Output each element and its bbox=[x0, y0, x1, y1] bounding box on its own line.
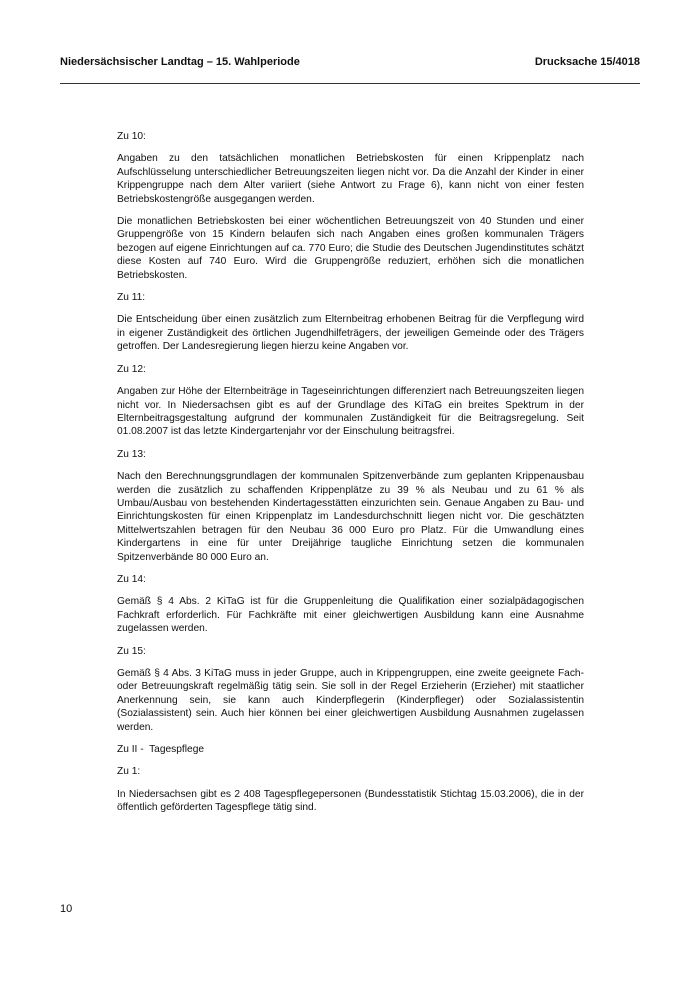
paragraph: In Niedersachsen gibt es 2 408 Tagespflegepersonen (Bundesstatistik Stichtag 15.03.2006), die in der öffentlich geförderten Tagespflege tätig sind. bbox=[117, 788, 584, 814]
page-number: 10 bbox=[60, 903, 73, 915]
paragraph: Gemäß § 4 Abs. 2 KiTaG ist für die Gruppenleitung die Qualifikation einer sozialpädagogischen Fachkraft erforderlich. Für Fachkräfte mit einer gleichwertigen Ausbildung kann eine Ausnahme zugelassen werden. bbox=[117, 596, 584, 635]
header-title: Niedersächsischer Landtag – 15. Wahlperiode bbox=[60, 56, 300, 68]
section-heading: Zu 10: bbox=[117, 131, 146, 142]
document-body bbox=[117, 130, 584, 824]
paragraph: Gemäß § 4 Abs. 3 KiTaG muss in jeder Gruppe, auch in Krippengruppen, eine zweite geeignete Fach- oder Betreuungskraft regelmäßig tätig sein. Sie soll in der Regel Erzieherin (Erzieher) mit staatlicher Anerkennung sein, sie kann auch Kinderpflegerin (Kinderpfleger) oder Sozialassistentin (Sozialassistent) sein. Auch hier können bei einer gleichwertigen Ausbildung Ausnahmen zugelassen werden. bbox=[117, 668, 584, 733]
paragraph: Angaben zur Höhe der Elternbeiträge in Tageseinrichtungen differenziert nach Betreuungszeiten liegen nicht vor. In Niedersachsen gibt es auf der Grundlage des KiTaG ein breites Spektrum in der Elternbeitragsgestaltung aufgrund der kommunalen Zuständigkeit für die Beitragsregelung. Seit 01.08.2007 ist das letzte Kindergartenjahr vor der Einschulung beitragsfrei. bbox=[117, 386, 584, 438]
paragraph: Die monatlichen Betriebskosten bei einer wöchentlichen Betreuungszeit von 40 Stunden und einer Gruppengröße von 15 Kindern belaufen sich nach Angaben eines großen kommunalen Trägers bezogen auf eigene Einrichtungen auf ca. 770 Euro; die Studie des Deutschen Jugendinstitutes schätzt diese Kosten auf 740 Euro. Wird die Gruppengröße reduziert, erhöhen sich die monatlichen Betriebskosten. bbox=[117, 216, 584, 281]
section-heading: Zu II - Tagespflege bbox=[117, 744, 205, 756]
section-heading: Zu 13: bbox=[117, 448, 146, 460]
paragraph: Die Entscheidung über einen zusätzlich zum Elternbeitrag erhobenen Beitrag für die Verpflegung wird in eigener Zuständigkeit des örtlichen Jugendhilfeträgers, der jeweiligen Gemeinde oder des Trägers getroffen. Der Landesregierung liegen hierzu keine Angaben vor. bbox=[117, 314, 584, 353]
page-header bbox=[60, 56, 640, 68]
section-heading: Zu 14: bbox=[117, 573, 146, 585]
section-heading: Zu 12: bbox=[117, 363, 146, 375]
section-heading: Zu 1: bbox=[117, 766, 141, 778]
section-heading: Zu 11: bbox=[117, 292, 146, 304]
document-number: Drucksache 15/4018 bbox=[534, 56, 640, 68]
section-heading: Zu 15: bbox=[117, 645, 146, 657]
paragraph: Angaben zu den tatsächlichen monatlichen Betriebskosten für einen Krippenplatz nach Aufschlüsselung unterschiedlicher Betreuungszeiten liegen nicht vor. Da die Anzahl der Kinder in einer Krippengruppe nach dem Alter variiert (siehe Antwort zu Frage 6), kann nicht von einer festen Betriebskostengröße ausgegangen werden. bbox=[117, 153, 584, 205]
paragraph: Nach den Berechnungsgrundlagen der kommunalen Spitzenverbände zum geplanten Krippenausbau werden die zusätzlich zu schaffenden Krippenplätze zu 39 % als Neubau und zu 61 % als Umbau/Ausbau von bestehenden Kindertagesstätten einzurichten sein. Genaue Angaben zu Bau- und Einrichtungskosten für einen Krippenplatz im Landesdurchschnitt liegen nicht vor. Die geschätzten Mittelwertszahlen betragen für den Neubau 36 000 Euro pro Platz. Für die Umwandlung eines Kindergartens in eine für unter Dreijährige taugliche Einrichtung setzen die kommunalen Spitzenverbände 80 000 Euro an. bbox=[117, 471, 584, 563]
header-divider bbox=[60, 83, 640, 84]
